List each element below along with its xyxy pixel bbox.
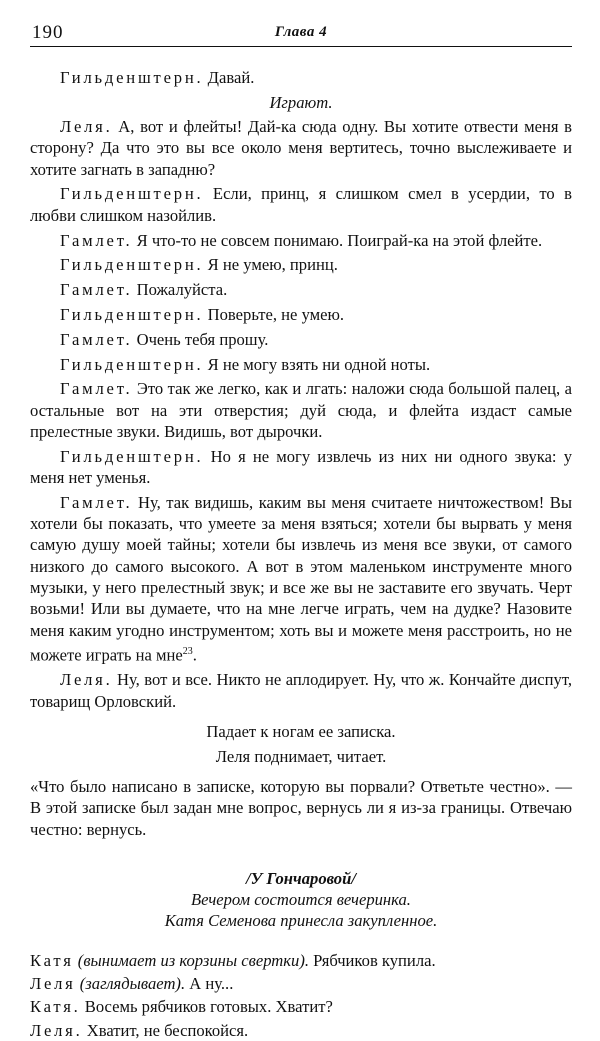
dialogue-line <box>30 230 572 251</box>
page-number: 190 <box>32 22 64 43</box>
line-end: . <box>192 645 197 665</box>
page-body <box>30 67 572 1041</box>
dialogue-line <box>30 329 572 350</box>
scene-subheading: Катя Семенова принесла закупленное. <box>164 911 438 931</box>
dialogue-line <box>30 304 572 325</box>
note-text: «Что было написано в записке, которую вы порвали? Ответьте честно». — В этой записке был задан мне вопрос, вернусь ли я из-за границы. Отвечаю честно: вернусь. <box>30 776 572 839</box>
speaker-name: Гильденштерн. <box>60 68 204 87</box>
dialogue-line <box>30 183 572 226</box>
dialogue-block <box>30 950 572 1041</box>
speaker-name: Леля <box>30 974 76 994</box>
speaker-name: Гамлет. <box>60 280 133 300</box>
line-text: Если, принц, я слишком смел в усердии, то в любви слишком назойлив. <box>30 184 572 225</box>
dialogue-line <box>30 446 572 489</box>
speaker-name: Гамлет. <box>60 379 133 399</box>
speaker-name: Гильденштерн. <box>60 255 204 275</box>
running-head <box>30 22 572 47</box>
footnote-marker: 23 <box>182 645 193 657</box>
dialogue-line <box>30 354 572 375</box>
dialogue-line <box>30 996 572 1017</box>
dialogue-line <box>30 67 572 88</box>
speaker-name: Гамлет. <box>60 492 133 512</box>
stage-direction: Играют. <box>269 92 333 112</box>
line-text: Пожалуйста. <box>132 280 228 300</box>
speaker-name: Леля. <box>60 117 113 137</box>
line-text: Хватит, не беспокойся. <box>82 1020 249 1040</box>
speaker-name: Гильденштерн. <box>60 304 204 324</box>
stage-direction: (вынимает из корзины свертки). <box>73 950 310 970</box>
stage-direction: Падает к ногам ее записка. <box>206 722 396 742</box>
speaker-name: Катя <box>30 950 74 970</box>
speaker-name: Гильденштерн. <box>60 354 204 374</box>
speaker-name: Катя. <box>30 997 81 1017</box>
speaker-name: Гильденштерн. <box>60 446 204 466</box>
line-text: А ну... <box>185 974 234 994</box>
speaker-name: Леля. <box>60 670 113 690</box>
dialogue-line <box>30 1020 572 1041</box>
line-text: Я что-то не совсем понимаю. Поиграй-ка на этой флейте. <box>132 230 543 250</box>
speaker-name: Гамлет. <box>60 230 133 250</box>
line-text: Очень тебя прошу. <box>132 329 269 349</box>
line-text: Ну, так видишь, каким вы меня считаете ничтожеством! Вы хотели бы показать, что умеете за меня взяться; хотели бы вырвать у меня самую душу моей тайны; хотели бы извлечь из меня все звуки, от самого низкого до самого высокого. А вот в этом маленьком инструменте много музыки, у него прелестный звук; и все же вы не заставите его звучать. Черт возьми! Или вы думаете, что на мне легче играть, чем на дудке? Назовите меня каким угодно инструментом; хоть вы и можете меня расстроить, но не можете играть на мне <box>30 492 572 665</box>
dialogue-line <box>30 492 572 666</box>
chapter-title: Глава 4 <box>274 24 328 40</box>
dialogue-line <box>30 116 572 180</box>
line-text: Ну, вот и все. Никто не аплодирует. Ну, что ж. Кончайте диспут, товарищ Орловский. <box>30 670 572 711</box>
line-text: А, вот и флейты! Дай-ка сюда одну. Вы хотите отвести меня в сторону? Да что это вы все около меня вертитесь, точно выслеживаете и хотите загнать в западню? <box>30 117 572 179</box>
line-text: Но я не могу извлечь из них ни одного звука: у меня нет уменья. <box>30 446 572 488</box>
dialogue-line <box>30 279 572 300</box>
stage-direction: Леля поднимает, читает. <box>215 746 387 766</box>
line-text: Это так же легко, как и лгать: наложи сюда большой палец, а остальные вот на эти отверстия; дуй сюда, и флейта издаст самые прелестные звуки. Видишь, вот дырочки. <box>30 379 572 441</box>
line-text: Я не могу взять ни одной ноты. <box>203 354 431 374</box>
scene-heading: /У Гончаровой/ <box>246 868 356 888</box>
line-text: Поверьте, не умею. <box>203 304 345 324</box>
line-text: Рябчиков купила. <box>309 950 436 970</box>
dialogue-line <box>30 950 572 971</box>
scene-subheading: Вечером состоится вечеринка. <box>191 890 411 910</box>
dialogue-line <box>30 254 572 275</box>
speaker-name: Гамлет. <box>60 329 133 349</box>
dialogue-line <box>30 973 572 994</box>
line-text: Восемь рябчиков готовых. Хватит? <box>80 997 333 1017</box>
speaker-name: Гильденштерн. <box>60 184 204 204</box>
line-text: Давай. <box>203 68 255 87</box>
line-text: Я не умею, принц. <box>203 255 338 275</box>
stage-direction: (заглядывает). <box>75 974 186 994</box>
dialogue-line <box>30 669 572 712</box>
dialogue-line <box>30 378 572 442</box>
speaker-name: Леля. <box>30 1020 83 1040</box>
